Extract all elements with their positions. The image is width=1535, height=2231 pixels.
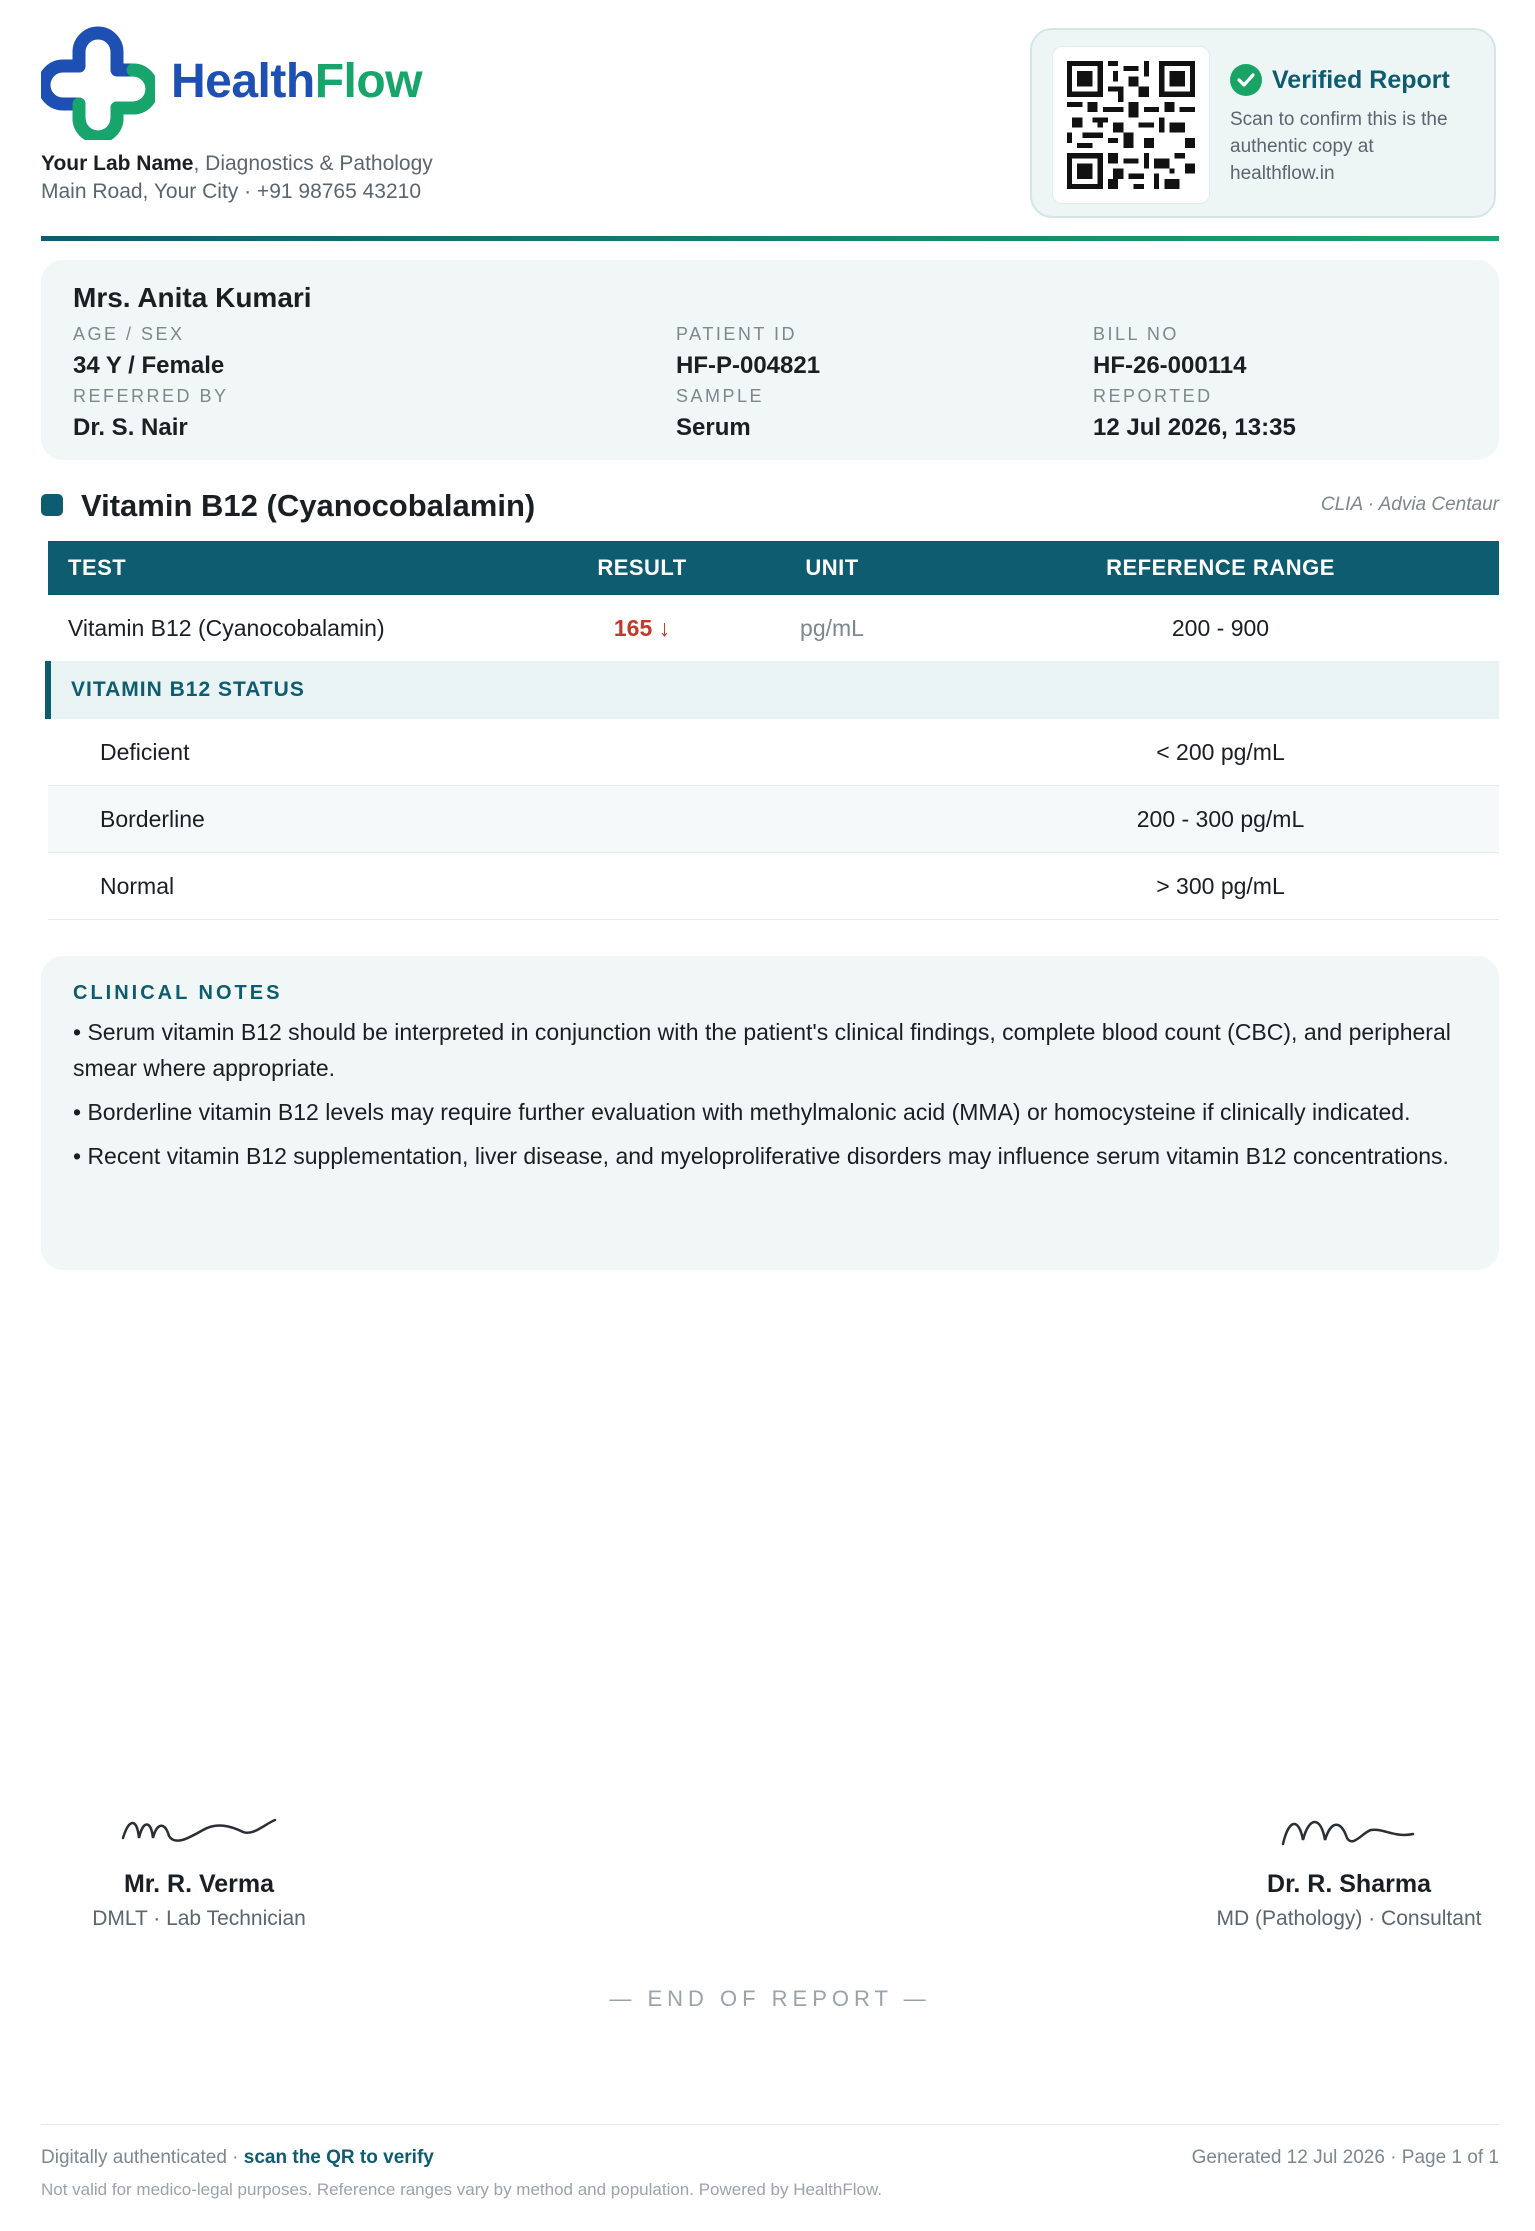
- column-header-result: RESULT: [562, 541, 722, 595]
- signature-scribble-icon: [119, 1808, 279, 1852]
- referred-value: Dr. S. Nair: [73, 414, 188, 441]
- lab-name-line: [41, 152, 433, 176]
- brand-name: [171, 55, 423, 108]
- cross-logo-icon: [41, 26, 155, 140]
- table-header-row: [48, 541, 1499, 595]
- note-item: • Recent vitamin B12 supplementation, liver disease, and myeloproliferative disorders may influence serum vitamin B12 concentrations.: [73, 1143, 1449, 1169]
- referred-label: REFERRED BY: [73, 386, 229, 406]
- status-heading: VITAMIN B12 STATUS: [48, 661, 1499, 719]
- status-range: > 300 pg/mL: [942, 853, 1499, 920]
- table-row: [48, 853, 1499, 920]
- sample-value: Serum: [676, 414, 751, 441]
- status-range: < 200 pg/mL: [942, 719, 1499, 786]
- clinical-notes-card: [41, 956, 1499, 1270]
- footer-auth-text: Digitally authenticated ·: [41, 2147, 244, 2168]
- notes-title: CLINICAL NOTES: [73, 982, 283, 1004]
- test-name-cell: Vitamin B12 (Cyanocobalamin): [68, 614, 385, 641]
- header-divider: [41, 236, 1499, 241]
- column-header-range: REFERENCE RANGE: [942, 541, 1499, 595]
- check-circle-icon: [1230, 64, 1262, 96]
- age-sex-label: AGE / SEX: [73, 324, 185, 344]
- note-item: • Serum vitamin B12 should be interpreted in conjunction with the patient's clinical findings, complete blood count (CBC), and peripheral smear where appropriate.: [73, 1019, 1451, 1081]
- patient-name: Mrs. Anita Kumari: [73, 282, 312, 313]
- verify-link[interactable]: scan the QR to verify: [243, 2147, 434, 2168]
- unit-cell: pg/mL: [800, 614, 864, 641]
- end-of-report: — END OF REPORT —: [609, 1986, 931, 2011]
- status-label: Normal: [48, 853, 942, 920]
- lab-address: Main Road, Your City · +91 98765 43210: [41, 180, 422, 203]
- results-table: [45, 541, 1499, 920]
- status-label: Borderline: [48, 786, 942, 853]
- result-value-cell: 165 ↓: [613, 614, 671, 641]
- age-sex-value: 34 Y / Female: [73, 352, 225, 379]
- patient-id-value: HF-P-004821: [676, 352, 821, 379]
- brand-header: [41, 26, 641, 142]
- patient-card: [41, 260, 1499, 460]
- footer-generated: Generated 12 Jul 2026 · Page 1 of 1: [1191, 2147, 1499, 2168]
- signatory-role: DMLT · Lab Technician: [92, 1907, 306, 1930]
- section-title: Vitamin B12 (Cyanocobalamin): [81, 488, 536, 523]
- note-item: • Borderline vitamin B12 levels may require further evaluation with methylmalonic acid (MMA) or homocysteine if clinically indicated.: [73, 1099, 1411, 1125]
- section-bullet-icon: [41, 494, 63, 516]
- signatory-name: Mr. R. Verma: [123, 1870, 275, 1898]
- table-row: [48, 786, 1499, 853]
- patient-id-label: PATIENT ID: [676, 324, 798, 344]
- signatory-name: Dr. R. Sharma: [1267, 1870, 1431, 1898]
- table-row: [48, 595, 1499, 661]
- sample-label: SAMPLE: [676, 386, 765, 406]
- report-page: [41, 0, 1499, 2231]
- verification-card: [1030, 28, 1496, 218]
- verified-description: Scan to confirm this is the authentic copy at healthflow.in: [1230, 109, 1448, 184]
- brand-name-part2: Flow: [314, 55, 423, 108]
- section-header: [41, 486, 1499, 526]
- signature-scribble-icon: [1279, 1808, 1419, 1852]
- footer-divider: [41, 2124, 1499, 2125]
- lab-tagline: , Diagnostics & Pathology: [193, 152, 433, 175]
- status-range: 200 - 300 pg/mL: [942, 786, 1499, 853]
- reported-value: 12 Jul 2026, 13:35: [1093, 414, 1296, 441]
- notes-list: [73, 1014, 1453, 1182]
- signatory-role: MD (Pathology) · Consultant: [1216, 1907, 1482, 1930]
- column-header-unit: UNIT: [722, 541, 942, 595]
- reference-range-cell: 200 - 900: [1171, 614, 1270, 641]
- footer-disclaimer: Not valid for medico-legal purposes. Reference ranges vary by method and population. Powered by HealthFlow.: [41, 2180, 883, 2199]
- signature-technician: [49, 1808, 349, 1931]
- signature-consultant: [1199, 1808, 1499, 1931]
- brand-name-part1: Health: [171, 55, 315, 108]
- section-method: CLIA · Advia Centaur: [1320, 494, 1499, 515]
- verified-title: Verified Report: [1272, 66, 1450, 94]
- column-header-test: TEST: [48, 541, 562, 595]
- lab-name: Your Lab Name: [41, 152, 194, 175]
- footer-auth: [41, 2147, 434, 2169]
- bill-value: HF-26-000114: [1093, 352, 1247, 379]
- bill-label: BILL NO: [1093, 324, 1179, 344]
- status-heading-row: [48, 661, 1499, 719]
- status-label: Deficient: [48, 719, 942, 786]
- qr-code-icon[interactable]: [1052, 46, 1210, 204]
- reported-label: REPORTED: [1093, 386, 1213, 406]
- table-row: [48, 719, 1499, 786]
